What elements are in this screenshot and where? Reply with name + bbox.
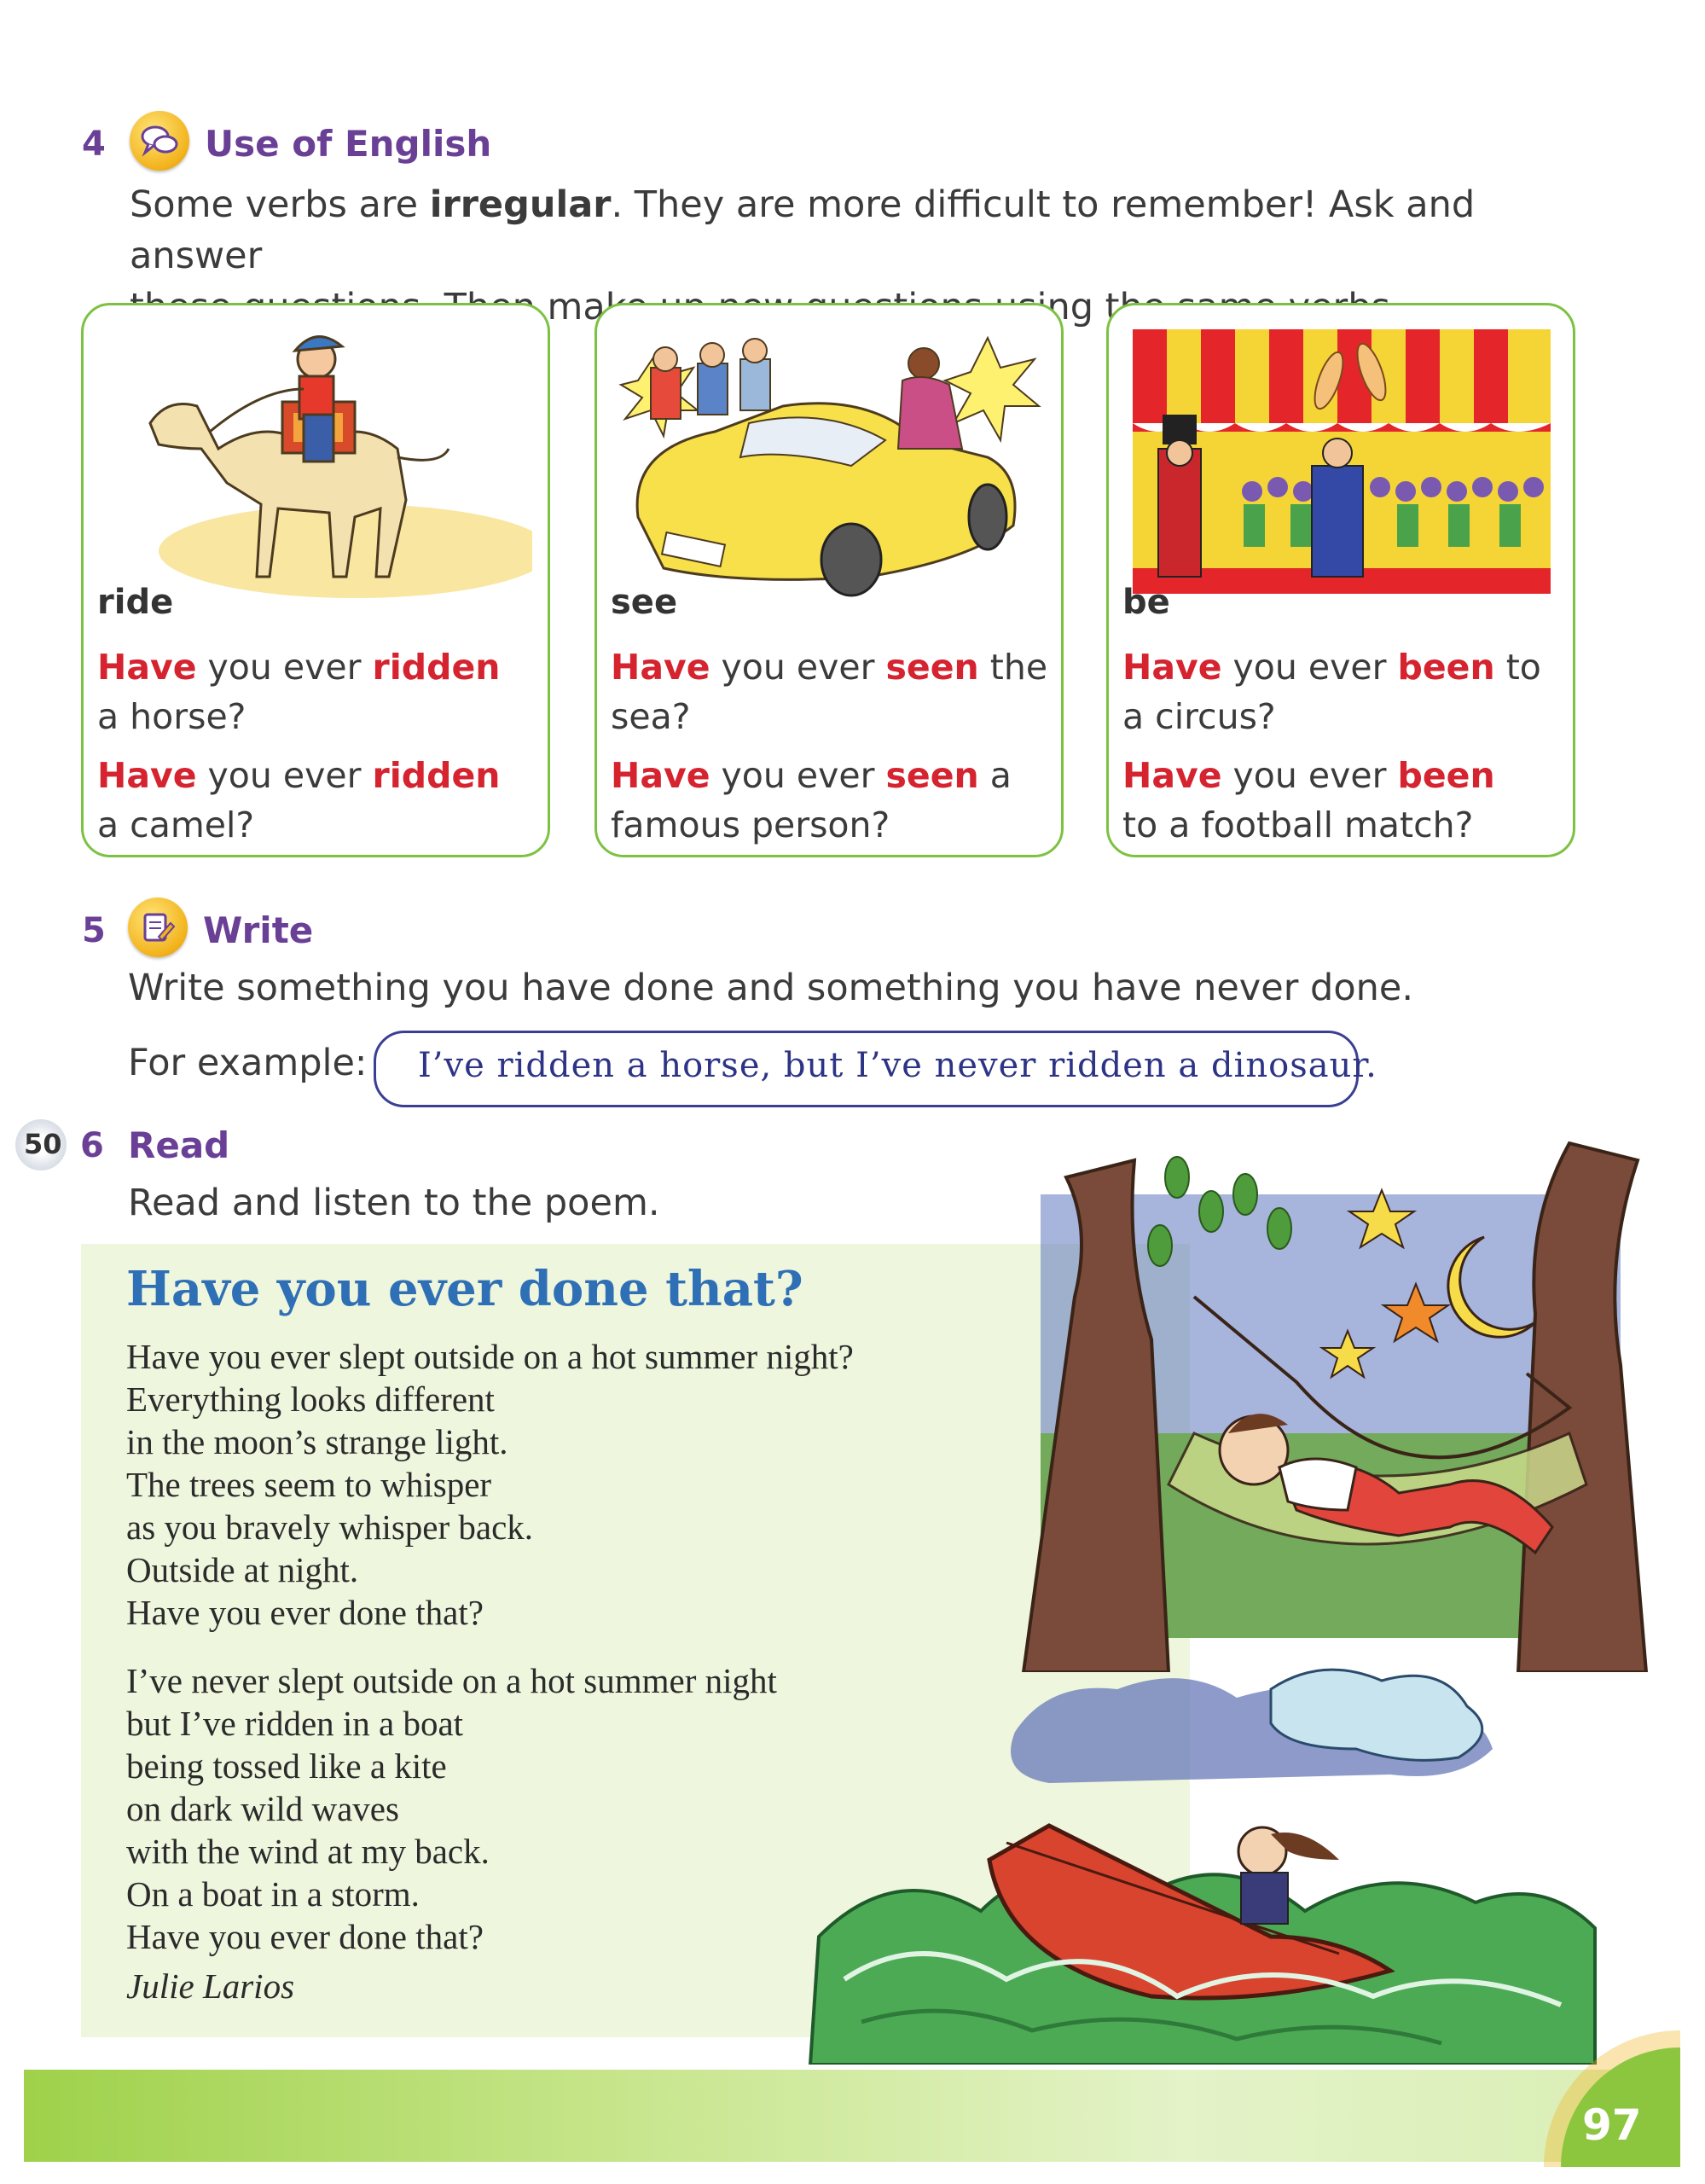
poem-line: in the moon’s strange light.: [126, 1422, 508, 1461]
poem-line: Have you ever slept outside on a hot summer night?: [126, 1337, 854, 1376]
read-instruction: Read and listen to the poem.: [128, 1182, 660, 1224]
past-participle: been: [1397, 647, 1495, 688]
footer-bar: [24, 2070, 1679, 2162]
example-label: For example:: [128, 1042, 368, 1084]
audio-track-number: 50: [24, 1128, 62, 1160]
have-word: Have: [611, 755, 710, 796]
example-sentence: I’ve ridden a horse, but I’ve never ridden a dinosaur.: [418, 1046, 1377, 1085]
instruction-text: Some verbs are: [130, 183, 430, 226]
question-text: a circus?: [1122, 696, 1276, 737]
poem-line: Have you ever done that?: [126, 1917, 484, 1956]
poem-line: with the wind at my back.: [126, 1832, 490, 1871]
verb-label: ride: [97, 583, 174, 622]
poem-line: On a boat in a storm.: [126, 1874, 420, 1914]
question-text: you ever: [196, 755, 373, 796]
verb-card-be: [1106, 303, 1575, 857]
past-participle: seen: [885, 647, 979, 688]
question-text: a camel?: [97, 804, 255, 845]
poem-author: Julie Larios: [126, 1966, 295, 2006]
instruction-text: . They are more difficult to remember! Ask and answer: [130, 183, 1476, 277]
question-text: to: [1494, 647, 1541, 688]
speech-bubbles-icon: [130, 111, 189, 171]
question-1: [1122, 642, 1566, 741]
question-1: [97, 642, 541, 741]
famous-person-car-illustration: [612, 321, 1046, 602]
instruction-text: make: [547, 286, 648, 328]
verb-card-see: [594, 303, 1064, 857]
camel-rider-illustration: [99, 321, 532, 602]
question-text: famous person?: [611, 804, 890, 845]
question-text: to a football match?: [1122, 804, 1474, 845]
have-word: Have: [1122, 647, 1222, 688]
section-5-number: 5: [82, 911, 106, 950]
past-participle: ridden: [372, 647, 501, 688]
question-text: you ever: [710, 755, 886, 796]
section-4-title: Use of English: [205, 123, 492, 165]
poem-line: but I’ve ridden in a boat: [126, 1704, 464, 1743]
past-participle: ridden: [372, 755, 501, 796]
section-4-number: 4: [82, 125, 106, 164]
instruction-bold-word: irregular: [429, 183, 612, 226]
have-word: Have: [97, 755, 197, 796]
circus-illustration: [1124, 321, 1557, 602]
section-5-title: Write: [203, 909, 314, 951]
notepad-pencil-icon: [128, 897, 188, 957]
poem-line: The trees seem to whisper: [126, 1465, 492, 1504]
past-participle: been: [1397, 755, 1495, 796]
verb-card-ride: [81, 303, 550, 857]
poem-stanza-1: [126, 1335, 854, 1634]
poem-line: Have you ever done that?: [126, 1593, 484, 1632]
write-instruction: Write something you have done and something you have never done.: [128, 967, 1414, 1009]
question-text: you ever: [1221, 755, 1398, 796]
poem-line: Outside at night.: [126, 1550, 359, 1589]
question-text: the: [978, 647, 1048, 688]
verb-label: be: [1122, 583, 1170, 622]
poem-line: as you bravely whisper back.: [126, 1507, 534, 1547]
storm-boat-illustration: [793, 1655, 1612, 2065]
question-text: sea?: [611, 696, 691, 737]
hammock-night-illustration: [972, 1126, 1672, 1672]
poem-line: on dark wild waves: [126, 1789, 399, 1828]
question-text: a: [978, 755, 1012, 796]
have-word: Have: [1122, 755, 1222, 796]
poem-line: Everything looks different: [126, 1380, 495, 1419]
section-6-title: Read: [128, 1124, 230, 1166]
poem-title: Have you ever done that?: [126, 1261, 803, 1317]
question-text: you ever: [1221, 647, 1398, 688]
question-text: you ever: [196, 647, 373, 688]
question-text: you ever: [710, 647, 886, 688]
verb-label: see: [611, 583, 678, 622]
poem-stanza-2: [126, 1659, 777, 2007]
have-word: Have: [97, 647, 197, 688]
poem-line: being tossed like a kite: [126, 1746, 447, 1786]
question-2: [97, 751, 541, 850]
question-2: [1122, 751, 1566, 850]
question-1: [611, 642, 1054, 741]
past-participle: seen: [885, 755, 979, 796]
section-6-number: 6: [80, 1126, 104, 1165]
poem-line: I’ve never slept outside on a hot summer night: [126, 1661, 777, 1700]
question-2: [611, 751, 1054, 850]
page-number: 97: [1582, 2100, 1642, 2150]
question-text: a horse?: [97, 696, 246, 737]
have-word: Have: [611, 647, 710, 688]
